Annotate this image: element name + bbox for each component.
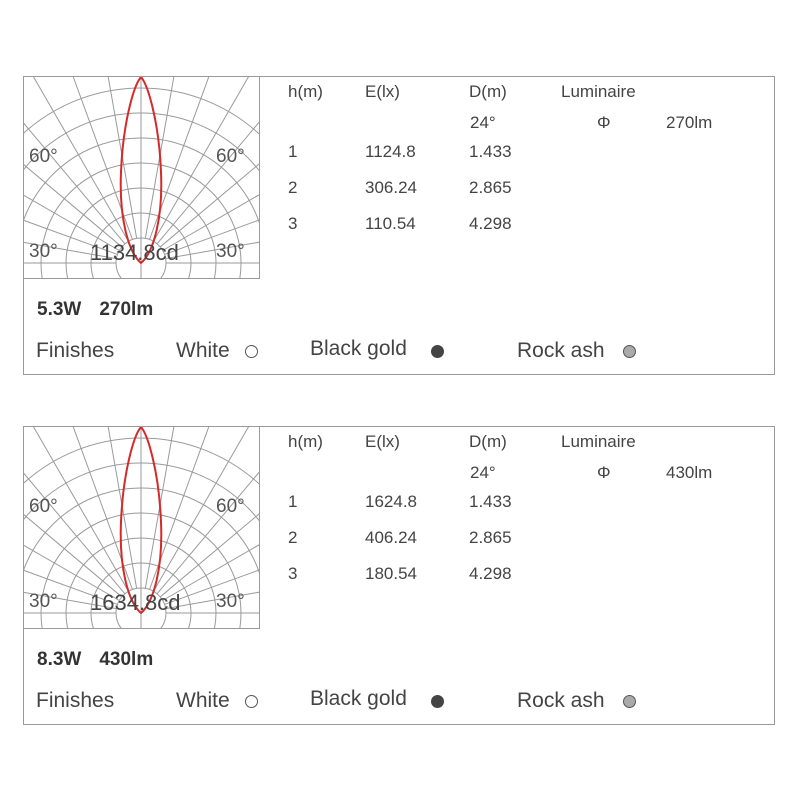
polar-spoke	[163, 113, 259, 251]
angle-label-60-left: 60°	[29, 496, 58, 517]
lumen-value: 430lm	[99, 649, 154, 670]
polar-diagram	[24, 77, 260, 279]
finish-black-gold-label: Black gold	[310, 687, 407, 710]
row-1-e: 1124.8	[365, 142, 416, 161]
polar-spoke	[24, 463, 119, 601]
polar-spoke	[166, 211, 259, 259]
row-3-e: 110.54	[365, 214, 416, 233]
finish-white-swatch	[245, 345, 258, 358]
angle-label-60-right: 60°	[216, 146, 245, 167]
angle-label-30-right: 30°	[216, 241, 245, 262]
finishes-label: Finishes	[36, 689, 115, 712]
finish-rock-ash-label: Rock ash	[517, 689, 605, 712]
row-1-h: 1	[288, 492, 298, 511]
finish-white-swatch	[245, 695, 258, 708]
finish-rock-ash-swatch	[623, 695, 636, 708]
header-e: E(lx)	[365, 432, 400, 451]
luminous-flux: 430lm	[666, 463, 713, 482]
row-2-h: 2	[288, 528, 298, 547]
angle-label-60-right: 60°	[216, 496, 245, 517]
row-3-h: 3	[288, 214, 298, 233]
power-value: 5.3W	[37, 299, 82, 320]
finish-black-gold-swatch	[431, 345, 444, 358]
row-2-h: 2	[288, 178, 298, 197]
finish-white-label: White	[176, 689, 230, 712]
row-2-d: 2.865	[469, 178, 512, 197]
header-h: h(m)	[288, 432, 323, 451]
angle-label-30-left: 30°	[29, 591, 58, 612]
lumen-value: 270lm	[99, 299, 154, 320]
row-3-d: 4.298	[469, 564, 512, 583]
peak-intensity-label: 1134.8cd	[90, 240, 179, 265]
header-e: E(lx)	[365, 82, 400, 101]
beam-angle: 24°	[470, 113, 496, 132]
power-specs	[37, 649, 153, 671]
header-h: h(m)	[288, 82, 323, 101]
angle-label-30-left: 30°	[29, 241, 58, 262]
finish-white-label: White	[176, 339, 230, 362]
finish-black-gold-label: Black gold	[310, 337, 407, 360]
peak-intensity-label: 1634.8cd	[90, 590, 181, 615]
angle-label-60-left: 60°	[29, 146, 58, 167]
polar-diagram	[24, 427, 260, 629]
row-1-h: 1	[288, 142, 298, 161]
flux-symbol: Φ	[597, 113, 611, 132]
header-luminaire: Luminaire	[561, 432, 636, 451]
row-3-d: 4.298	[469, 214, 512, 233]
finish-black-gold-swatch	[431, 695, 444, 708]
row-1-e: 1624.8	[365, 492, 417, 511]
header-d: D(m)	[469, 82, 507, 101]
finish-rock-ash-label: Rock ash	[517, 339, 605, 362]
row-1-d: 1.433	[469, 492, 512, 511]
header-luminaire: Luminaire	[561, 82, 636, 101]
finishes-label: Finishes	[36, 339, 115, 362]
finish-rock-ash-swatch	[623, 345, 636, 358]
row-2-e: 306.24	[365, 178, 417, 197]
row-2-d: 2.865	[469, 528, 512, 547]
flux-symbol: Φ	[597, 463, 611, 482]
power-value: 8.3W	[37, 649, 82, 670]
header-d: D(m)	[469, 432, 507, 451]
luminaire-panel-1	[23, 76, 775, 375]
beam-angle: 24°	[470, 463, 496, 482]
row-2-e: 406.24	[365, 528, 417, 547]
luminaire-panel-2	[23, 426, 775, 725]
polar-spoke	[24, 113, 119, 251]
row-1-d: 1.433	[469, 142, 512, 161]
angle-label-30-right: 30°	[216, 591, 245, 612]
power-specs	[37, 299, 153, 321]
polar-spoke	[163, 463, 259, 601]
row-3-h: 3	[288, 564, 298, 583]
row-3-e: 180.54	[365, 564, 417, 583]
luminous-flux: 270lm	[666, 113, 713, 132]
